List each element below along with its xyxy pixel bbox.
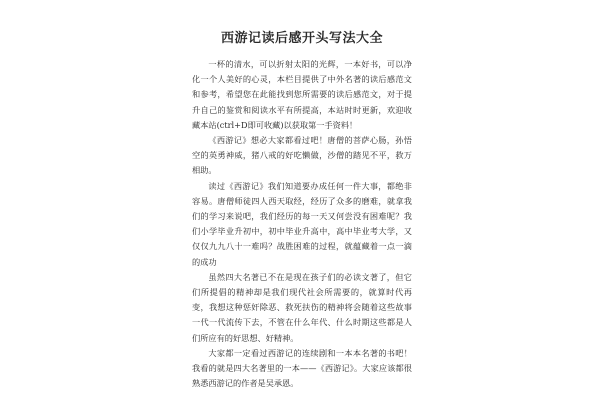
paragraph-characters: 《西游记》想必大家都看过吧！唐僧的菩萨心肠，孙悟空的英勇神威，猪八戒的好吃懒做，沙僧的踏见不平，救万相助。 [192,135,412,176]
paragraph-spirit: 虽然四大名著已不在是现在孩子们的必读文著了，但它们所提倡的精神却是我们现代社会所需要的，就算时代再变，我想这种惩奸除恶、救死扶伤的精神将会随着这些故事一代一代流传下去，不管在什么年代、什么时期这些都是人们所应有的好思想、好精神。 [192,271,412,343]
paragraph-author: 大家都一定看过西游记的连续剧和一本本名著的书吧！我看的就是四大名著里的一本——《西游记》。大家应该都很熟悉西游记的作者是吴承恩。 [192,347,412,389]
paragraph-difficulties: 读过《西游记》我们知道要办成任何一件大事，都绝非容易。唐僧师徒四人西天取经，经历了众多的磨难，就拿我们的学习来说吧，我们经历的每一天又何尝没有困难呢？我们小学毕业升初中，初中毕业升高中，高中毕业考大学，又仅仅九九八十一难吗？战胜困难的过程，就蕴藏着一点一滴的成功 [192,180,412,267]
document-title: 西游记读后感开头写法大全 [220,31,383,46]
paragraph-intro: 一杯的清水，可以折射太阳的光辉，一本好书，可以净化一个人美好的心灵，本栏目提供了中外名著的读后感范文和参考，希望您在此能找到您所需要的读后感范文，对于提升自己的鉴赏和阅读水平有所提高，本站时时更新，欢迎收藏本站(ctrl+D即可收藏)以获取第一手资料！ [192,59,412,130]
